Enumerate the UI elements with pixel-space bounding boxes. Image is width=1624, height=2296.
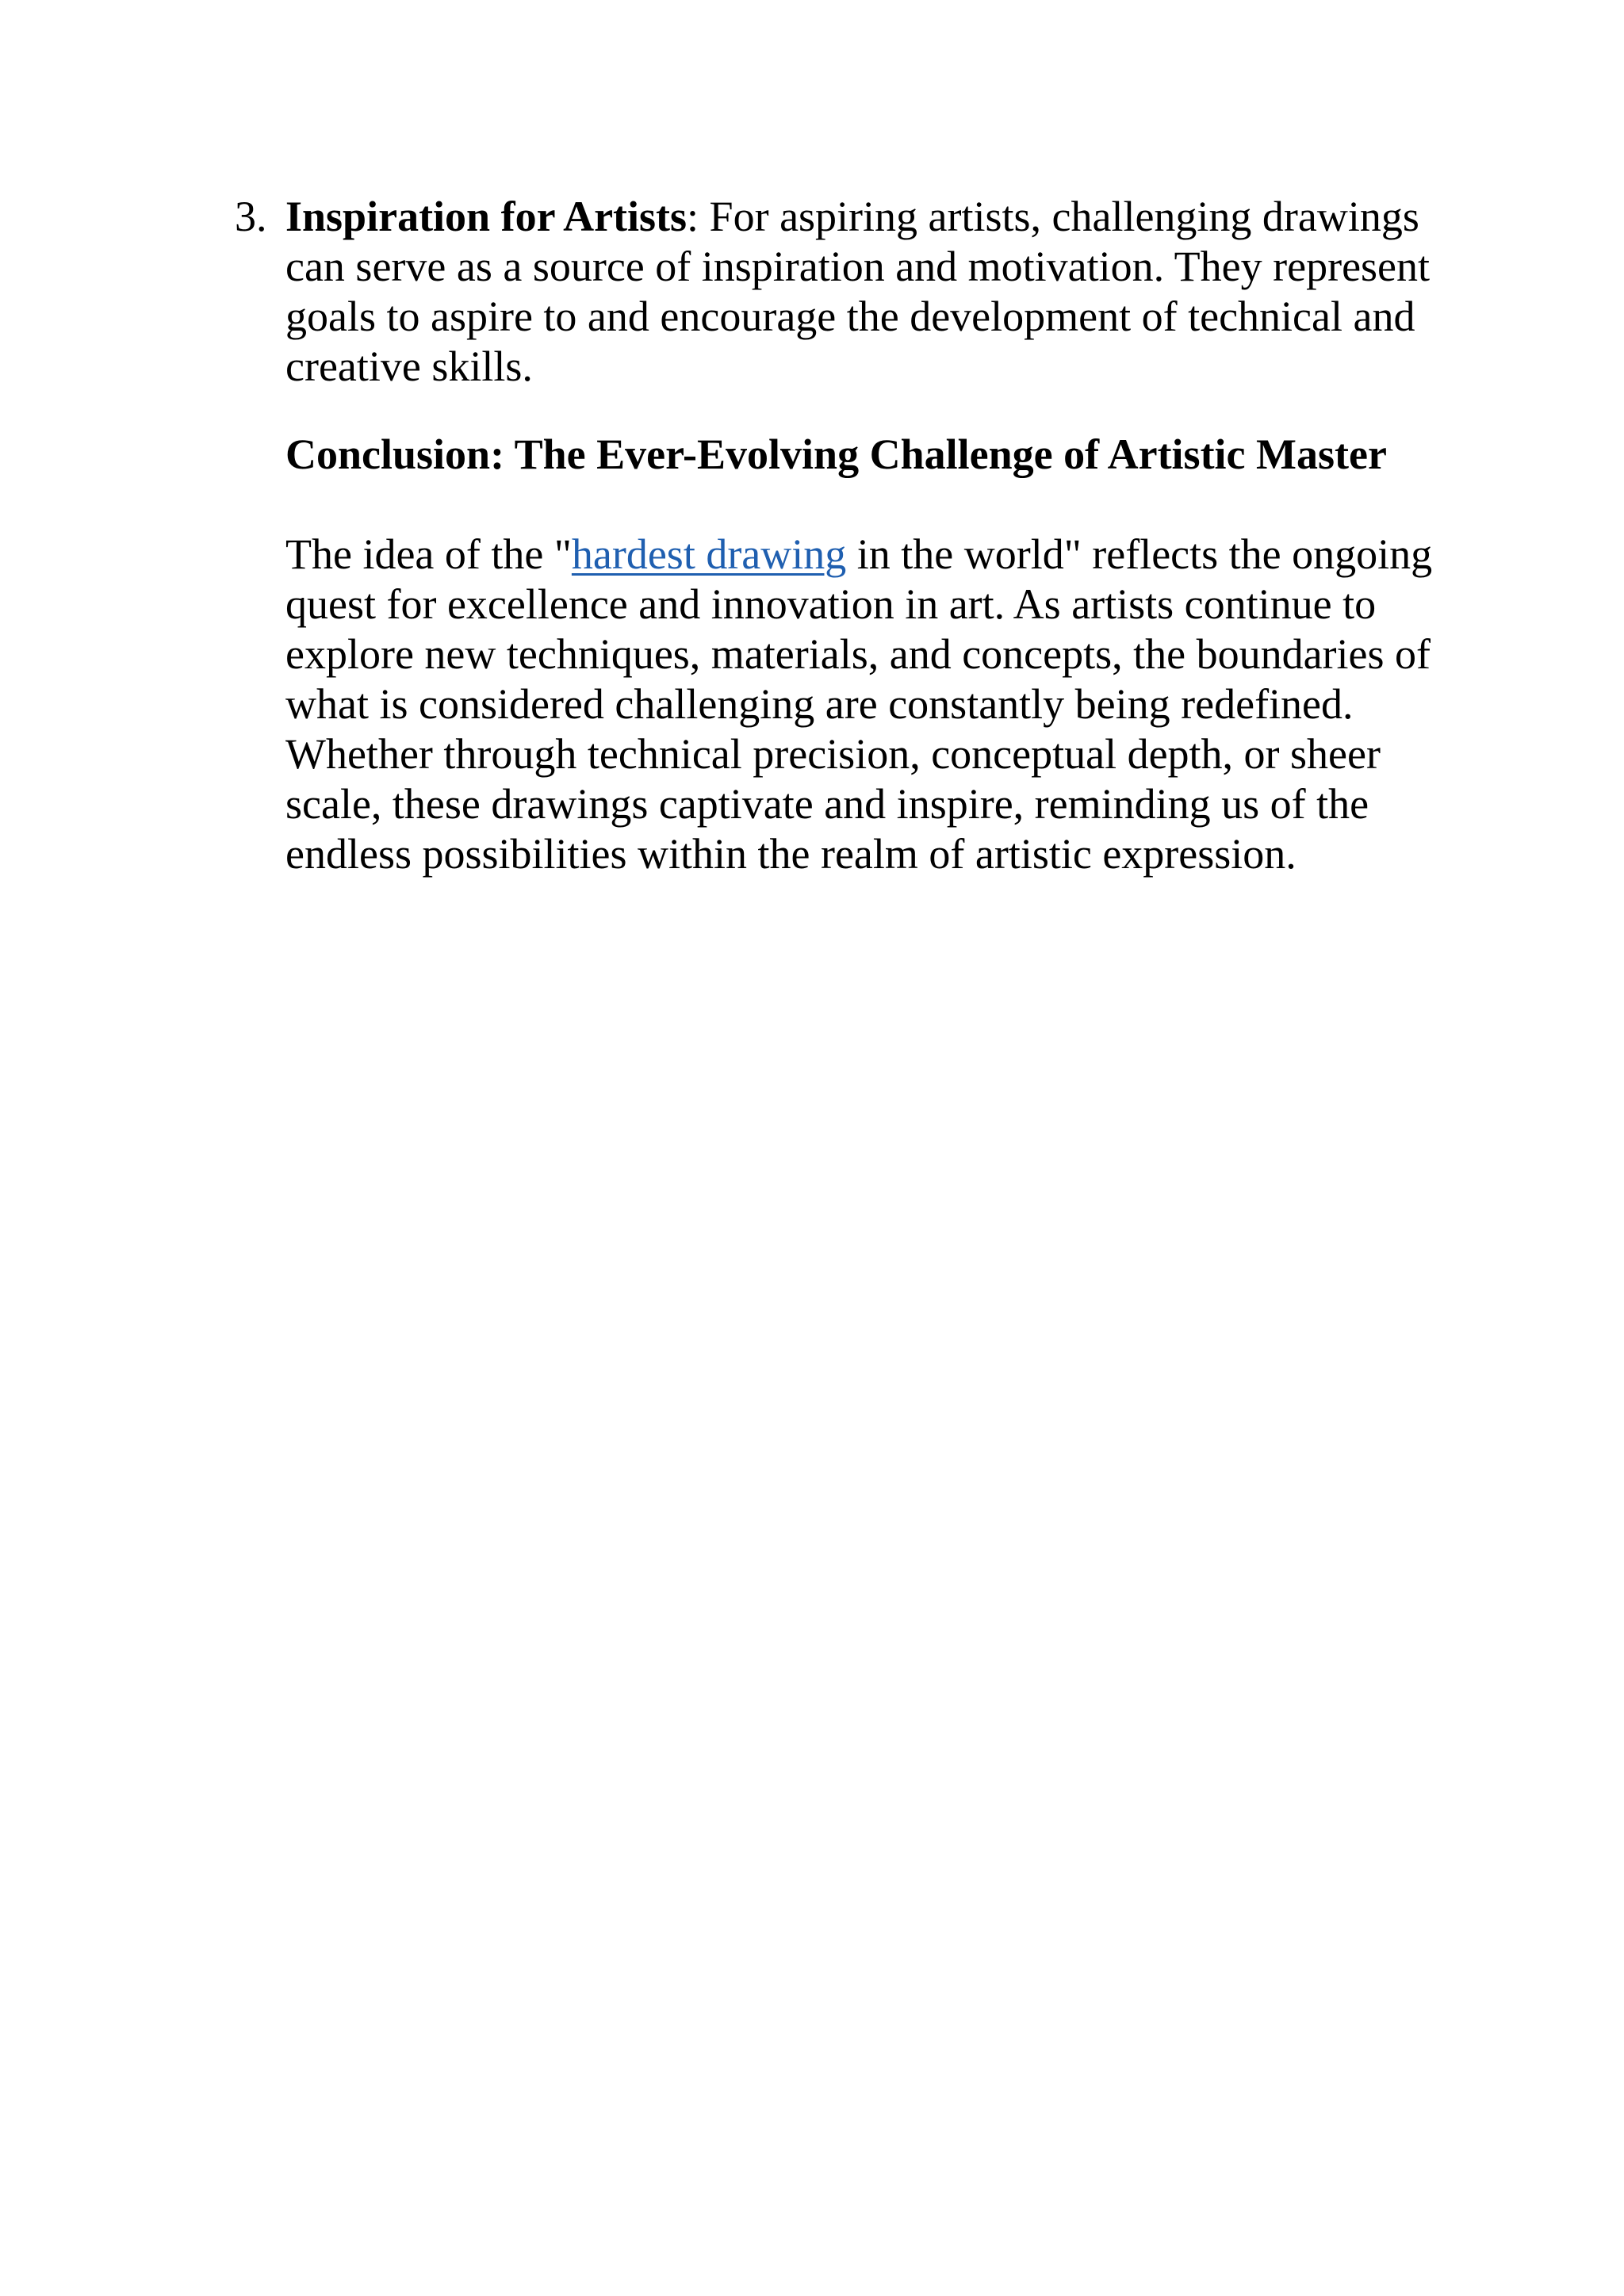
paragraph-text-after-link: in the world" reflects the ongoing quest for excellence and innovation in art. As artists continue to explore new techniques, materials, and concepts, the boundaries of what is considered challenging are constantly being redefined. Whether through technical precision, conceptual depth, or sheer scale, these drawings captivate and inspire, reminding us of the endless possibilities within the realm of artistic expression. — [285, 530, 1433, 878]
conclusion-heading: Conclusion: The Ever-Evolving Challenge of Artistic Master — [285, 430, 1387, 478]
hardest-drawing-link[interactable]: hardest drawing — [571, 530, 847, 578]
document-content — [235, 192, 1475, 879]
list-item-bold-lead: Inspiration for Artists — [285, 193, 688, 240]
list-item-body: : For aspiring artists, challenging drawings can serve as a source of inspiration and motivation. They represent goals to aspire to and encourage the development of technical and creative skills. — [285, 193, 1431, 390]
list-item-inspiration — [235, 192, 1475, 392]
conclusion-paragraph — [285, 530, 1443, 879]
list-item-text — [285, 192, 1443, 392]
paragraph-text-before-link: The idea of the " — [285, 530, 572, 578]
list-number: 3. — [235, 193, 267, 240]
